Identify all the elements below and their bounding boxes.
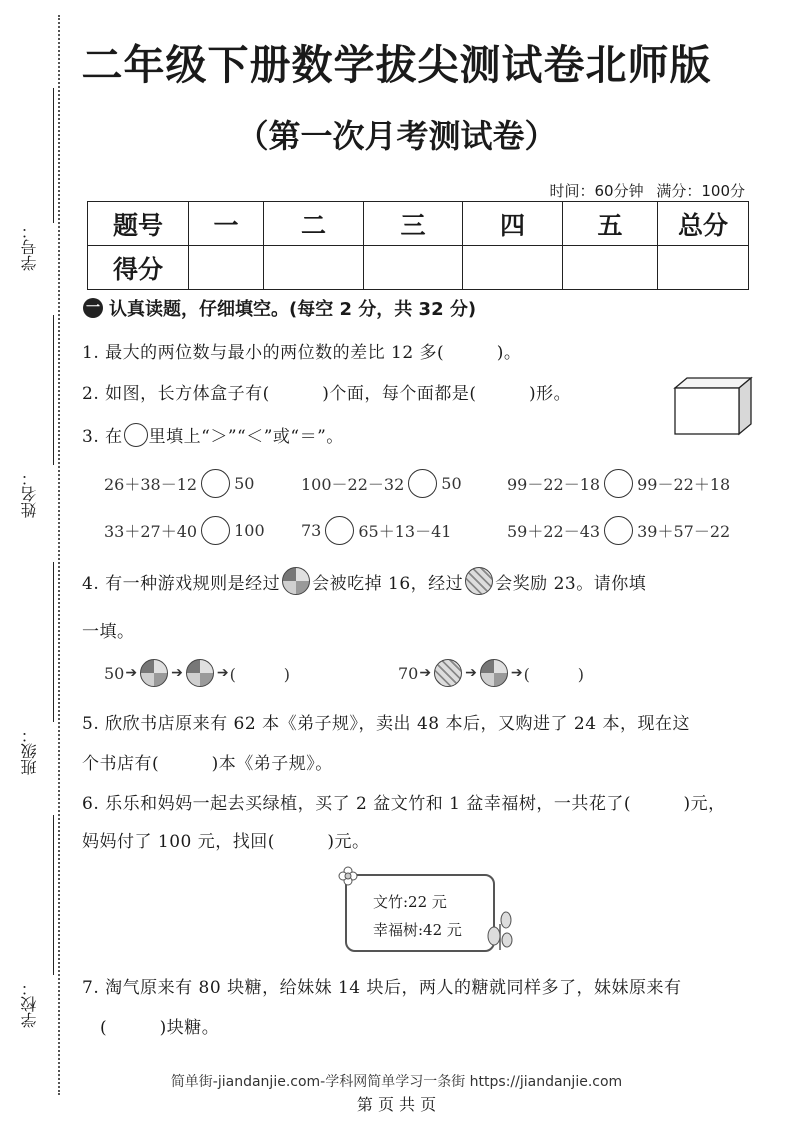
beach-ball-icon [186, 659, 214, 687]
question-1: 1. 最大的两位数与最小的两位数的差比 12 多( )。 [82, 343, 522, 363]
leaf-icon [486, 906, 514, 950]
score-cell: 二 [264, 202, 364, 246]
score-input-cell[interactable] [264, 246, 364, 290]
price-tree: 幸福树:42 元 [373, 921, 462, 939]
student-id-label: 学号： [20, 223, 39, 271]
question-3: 3. 在 里填上“＞”“＜”或“＝”。 [82, 422, 344, 447]
class-label: 班级： [20, 727, 39, 775]
score-table [87, 201, 749, 290]
class-field[interactable] [18, 562, 48, 782]
score-input-cell[interactable] [658, 246, 749, 290]
score-cell: 题号 [88, 202, 189, 246]
compare-item: 59＋22－43 39＋57－22 [507, 516, 730, 545]
score-table-header-row [88, 202, 749, 246]
game-chain-2: 70 ➔ ➔ ➔ ( ) [398, 659, 584, 687]
compare-circle-input[interactable] [201, 469, 230, 498]
compare-circle-input[interactable] [325, 516, 354, 545]
score-input-cell[interactable] [563, 246, 658, 290]
score-input-cell[interactable] [463, 246, 563, 290]
compare-circle-input[interactable] [408, 469, 437, 498]
question-7: 7. 淘气原来有 80 块糖，给妹妹 14 块后，两人的糖就同样多了，妹妹原来有 [82, 978, 682, 998]
volleyball-icon [434, 659, 462, 687]
arrow-right-icon: ➔ [216, 665, 229, 681]
question-4-line2: 一填。 [82, 622, 135, 642]
cut-line [58, 15, 60, 1095]
question-6-line2: 妈妈付了 100 元，找回( )元。 [82, 832, 370, 852]
section-number: 一 [83, 298, 103, 318]
compare-circle-input[interactable] [604, 516, 633, 545]
score-cell: 三 [364, 202, 463, 246]
section-heading [83, 295, 476, 321]
beach-ball-icon [282, 567, 310, 595]
question-5: 5. 欣欣书店原来有 62 本《弟子规》，卖出 48 本后，又购进了 24 本，现在这 [82, 714, 690, 734]
page-subtitle: （第一次月考测试卷） [236, 117, 557, 155]
flower-icon [338, 866, 358, 886]
compare-item: 100－22－32 50 [301, 469, 462, 498]
circle-icon [124, 423, 148, 447]
score-table-score-row [88, 246, 749, 290]
score-input-cell[interactable] [364, 246, 463, 290]
arrow-right-icon: ➔ [125, 665, 138, 681]
question-5-line2: 个书店有( )本《弟子规》。 [82, 754, 333, 774]
price-bamboo: 文竹:22 元 [373, 893, 447, 911]
volleyball-icon [465, 567, 493, 595]
time-limit: 时间：60分钟 [549, 182, 644, 200]
cuboid-box-icon [673, 376, 753, 436]
question-4: 4. 有一种游戏规则是经过 会被吃掉 16，经过 会奖励 23。请你填 [82, 567, 646, 595]
compare-item: 73 65＋13－41 [301, 516, 451, 545]
answer-blank[interactable]: ( ) [229, 664, 291, 684]
price-card [345, 874, 495, 952]
compare-circle-input[interactable] [604, 469, 633, 498]
school-field[interactable] [18, 815, 48, 1030]
binding-margin [0, 0, 62, 1122]
exam-info [541, 180, 745, 201]
footer-site: 简单街-jiandanjie.com-学科网简单学习一条街 https://jiandanjie.com [170, 1074, 623, 1090]
question-6: 6. 乐乐和妈妈一起去买绿植，买了 2 盆文竹和 1 盆幸福树，一共花了( )元， [82, 794, 726, 814]
page-title: 二年级下册数学拔尖测试卷北师版 [81, 41, 712, 89]
school-label: 学校： [20, 980, 39, 1028]
score-cell: 一 [189, 202, 264, 246]
beach-ball-icon [480, 659, 508, 687]
arrow-right-icon: ➔ [171, 665, 183, 681]
section-title: 认真读题，仔细填空。(每空 2 分，共 32 分) [109, 299, 477, 320]
compare-item: 33＋27＋40 100 [104, 516, 265, 545]
score-row-label: 得分 [88, 246, 189, 290]
footer-page-number: 第 页 共 页 [356, 1095, 437, 1114]
compare-item: 26＋38－12 50 [104, 469, 254, 498]
full-score: 满分：100分 [656, 182, 745, 200]
arrow-right-icon: ➔ [510, 665, 523, 681]
arrow-right-icon: ➔ [465, 665, 477, 681]
score-cell: 总分 [658, 202, 749, 246]
arrow-right-icon: ➔ [419, 665, 432, 681]
compare-item: 99－22－18 99－22＋18 [507, 469, 730, 498]
beach-ball-icon [140, 659, 168, 687]
compare-circle-input[interactable] [201, 516, 230, 545]
score-input-cell[interactable] [189, 246, 264, 290]
game-chain-1: 50 ➔ ➔ ➔ ( ) [104, 659, 290, 687]
score-cell: 五 [563, 202, 658, 246]
question-2: 2. 如图，长方体盒子有( )个面，每个面都是( )形。 [82, 384, 572, 404]
name-label: 姓名： [20, 470, 39, 518]
name-field[interactable] [18, 315, 48, 518]
answer-blank[interactable]: ( ) [523, 664, 585, 684]
question-7-line2: ( )块糖。 [100, 1018, 220, 1038]
score-cell: 四 [463, 202, 563, 246]
